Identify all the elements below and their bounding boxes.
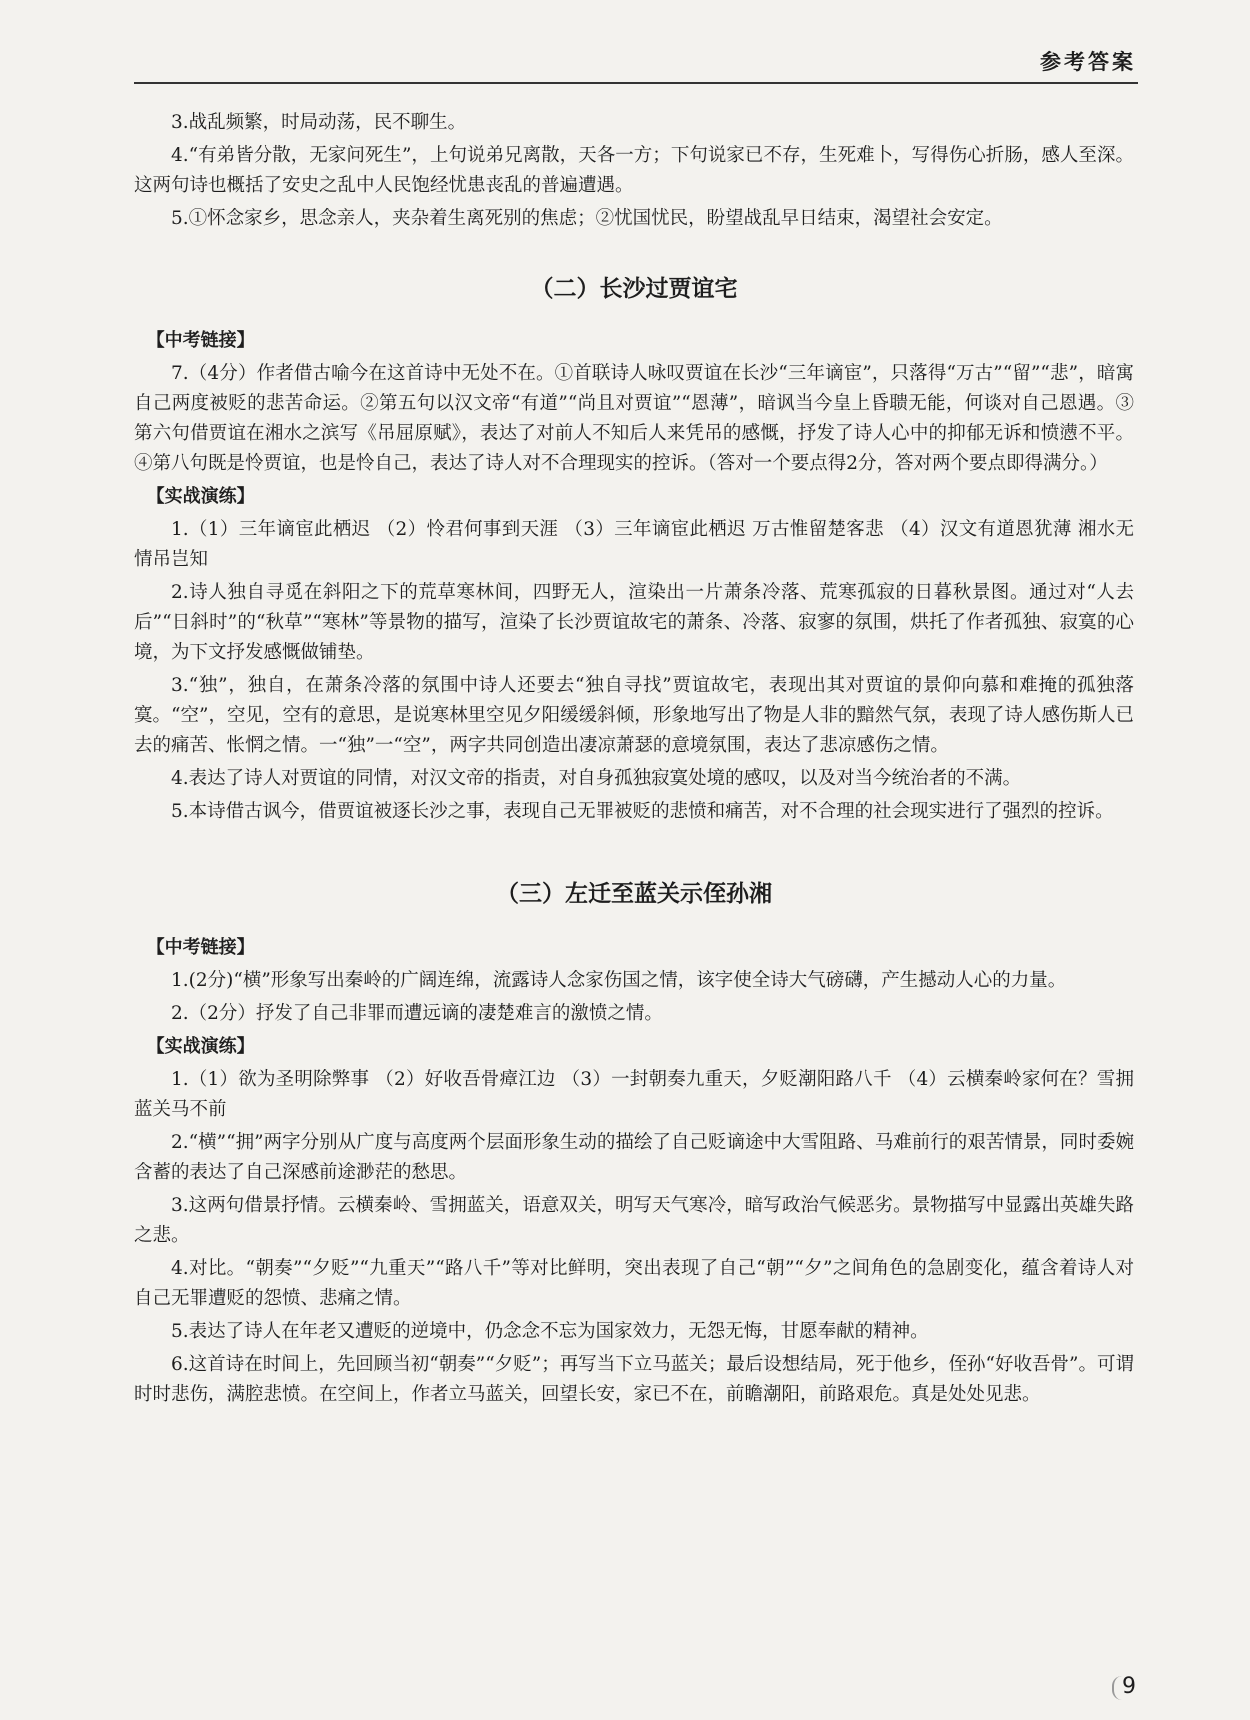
answer-paragraph: 1.(2分)“横”形象写出秦岭的广阔连绵，流露诗人念家伤国之情，该字使全诗大气磅礴，产生撼动人心的力量。: [171, 970, 1067, 991]
page-number: 9: [1122, 1674, 1136, 1699]
answer-paragraph: 3.这两句借景抒情。云横秦岭、雪拥蓝关，语意双关，明写天气寒冷，暗写政治气候恶劣。景物描写中显露出英雄失路之悲。: [134, 1195, 1134, 1246]
answer-paragraph: 5.本诗借古讽今，借贾谊被逐长沙之事，表现自己无罪被贬的悲愤和痛苦，对不合理的社会现实进行了强烈的控诉。: [171, 801, 1114, 822]
section-label: 【实战演练】: [146, 486, 255, 507]
answer-paragraph: 1.（1）欲为圣明除弊事 （2）好收吾骨瘴江边 （3）一封朝奏九重天，夕贬潮阳路八千 （4）云横秦岭家何在？雪拥蓝关马不前: [134, 1069, 1134, 1120]
answer-paragraph: 5.表达了诗人在年老又遭贬的逆境中，仍念念不忘为国家效力，无怨无悔，甘愿奉献的精神。: [171, 1321, 929, 1342]
answer-paragraph: 2.“横”“拥”两字分别从广度与高度两个层面形象生动的描绘了自己贬谪途中大雪阻路、马难前行的艰苦情景，同时委婉含蓄的表达了自己深感前途渺茫的愁思。: [134, 1132, 1134, 1183]
answer-content: [134, 108, 1134, 1413]
section-label: 【实战演练】: [146, 1036, 255, 1057]
header-rule: [134, 82, 1138, 84]
answer-paragraph: 7.（4分）作者借古喻今在这首诗中无处不在。①首联诗人咏叹贾谊在长沙“三年谪宦”，只落得“万古”“留”“悲”，暗寓自己两度被贬的悲苦命运。②第五句以汉文帝“有道”“尚且对贾谊”“恩薄”，暗讽当今皇上昏聩无能，何谈对自己恩遇。③第六句借贾谊在湘水之滨写《吊屈原赋》，表达了对前人不知后人来凭吊的感慨，抒发了诗人心中的抑郁无诉和愤懑不平。④第八句既是怜贾谊，也是怜自己，表达了诗人对不合理现实的控诉。（答对一个要点得2分，答对两个要点即得满分。）: [134, 363, 1134, 474]
answer-paragraph: 3.战乱频繁，时局动荡，民不聊生。: [171, 112, 467, 133]
section-title: （二）长沙过贾谊宅: [530, 276, 738, 302]
answer-paragraph: 4.表达了诗人对贾谊的同情，对汉文帝的指责，对自身孤独寂寞处境的感叹，以及对当今统治者的不满。: [171, 768, 1022, 789]
section-label: 【中考链接】: [146, 330, 255, 351]
answer-paragraph: 2.（2分）抒发了自己非罪而遭远谪的凄楚难言的激愤之情。: [171, 1003, 663, 1024]
header-title: 参考答案: [1040, 50, 1136, 74]
answer-paragraph: 5.①怀念家乡，思念亲人，夹杂着生离死别的焦虑；②忧国忧民，盼望战乱早日结束，渴望社会安定。: [171, 208, 1003, 229]
answer-paragraph: 4.对比。“朝奏”“夕贬”“九重天”“路八千”等对比鲜明，突出表现了自己“朝”“夕”之间角色的急剧变化，蕴含着诗人对自己无罪遭贬的怨愤、悲痛之情。: [134, 1258, 1134, 1309]
answer-paragraph: 1.（1）三年谪宦此栖迟 （2）怜君何事到天涯 （3）三年谪宦此栖迟 万古惟留楚客悲 （4）汉文有道恩犹薄 湘水无情吊岂知: [134, 519, 1134, 570]
answer-paragraph: 4.“有弟皆分散，无家问死生”，上句说弟兄离散，天各一方；下句说家已不存，生死难卜，写得伤心折肠，感人至深。这两句诗也概括了安史之乱中人民饱经忧患丧乱的普遍遭遇。: [134, 145, 1134, 196]
answer-paragraph: 2.诗人独自寻觅在斜阳之下的荒草寒林间，四野无人，渲染出一片萧条冷落、荒寒孤寂的日暮秋景图。通过对“人去后”“日斜时”的“秋草”“寒林”等景物的描写，渲染了长沙贾谊故宅的萧条、冷落、寂寥的氛围，烘托了作者孤独、寂寞的心境，为下文抒发感慨做铺垫。: [134, 582, 1134, 663]
section-title: （三）左迁至蓝关示侄孙湘: [496, 881, 772, 907]
answer-paragraph: 6.这首诗在时间上，先回顾当初“朝奏”“夕贬”；再写当下立马蓝关；最后设想结局，死于他乡，侄孙“好收吾骨”。可谓时时悲伤，满腔悲愤。在空间上，作者立马蓝关，回望长安，家已不在，前瞻潮阳，前路艰危。真是处处见悲。: [134, 1354, 1134, 1405]
answer-paragraph: 3.“独”，独自，在萧条冷落的氛围中诗人还要去“独自寻找”贾谊故宅，表现出其对贾谊的景仰向慕和难掩的孤独落寞。“空”，空见，空有的意思，是说寒林里空见夕阳缓缓斜倾，形象地写出了物是人非的黯然气氛，表现了诗人感伤斯人已去的痛苦、怅惘之情。一“独”一“空”，两字共同创造出凄凉萧瑟的意境氛围，表达了悲凉感伤之情。: [134, 675, 1134, 756]
section-label: 【中考链接】: [146, 937, 255, 958]
